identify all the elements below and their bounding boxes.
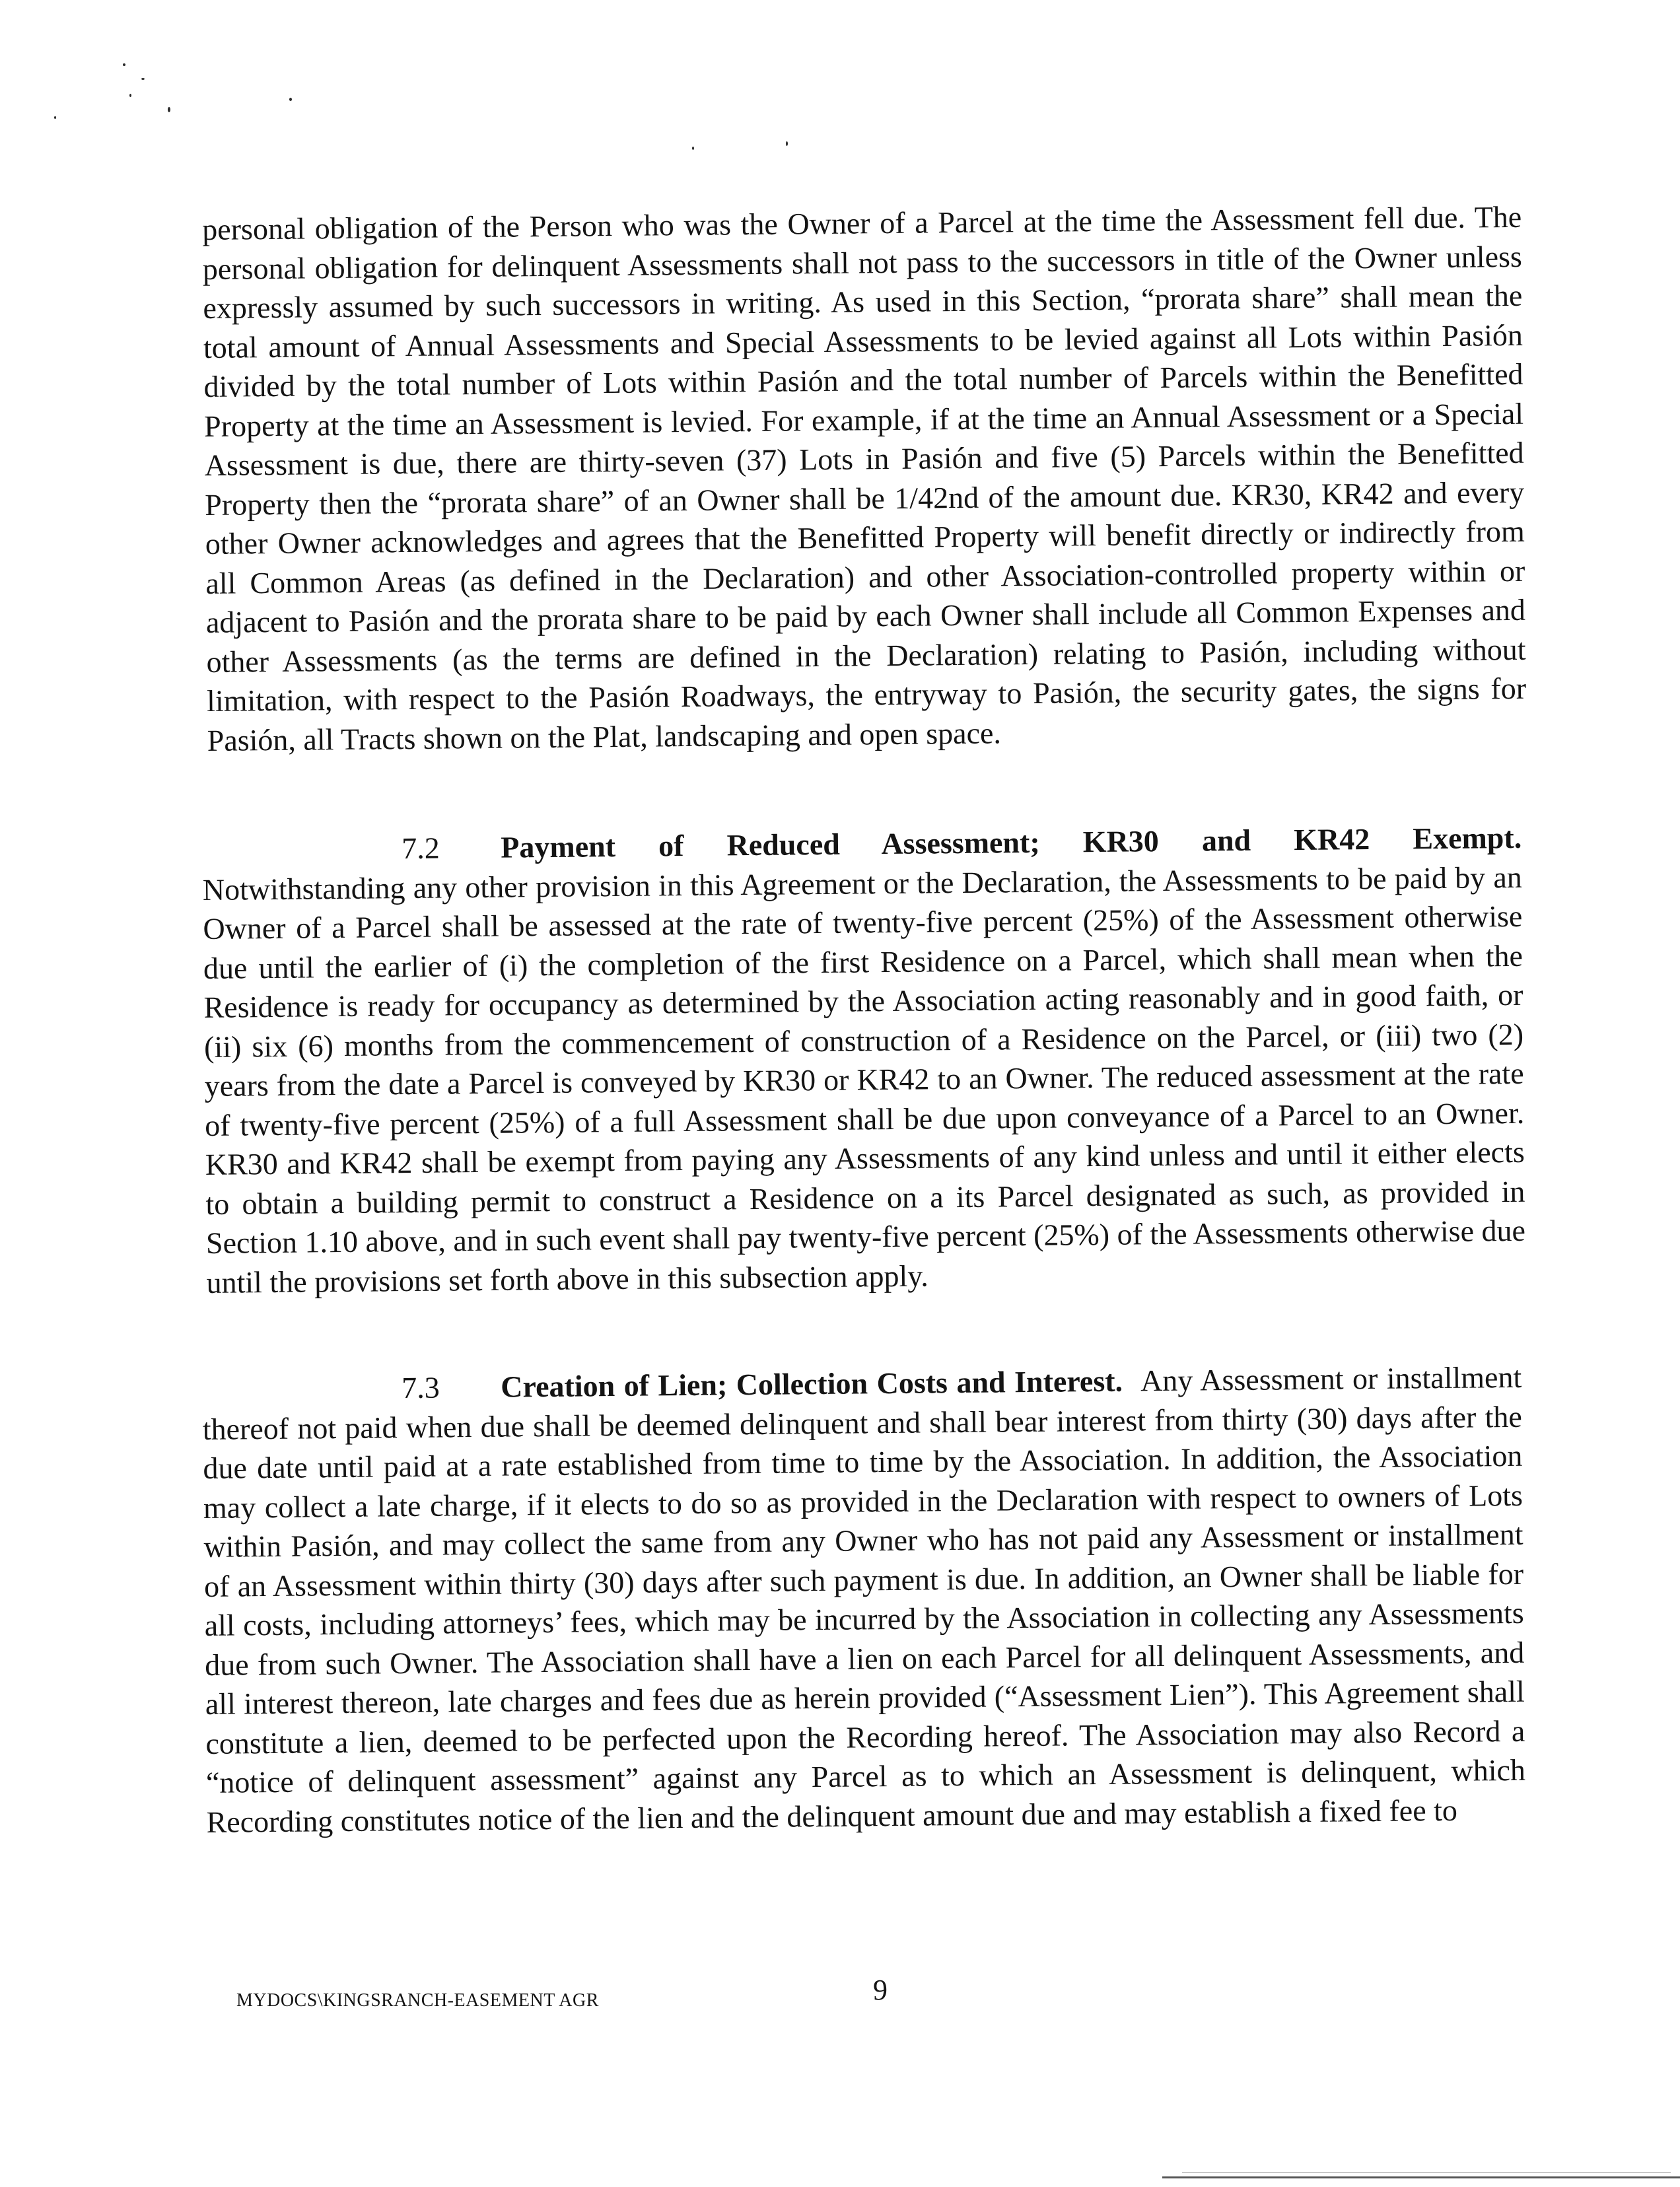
scan-edge-line (1182, 2172, 1671, 2173)
scan-speck (141, 78, 145, 80)
scan-speck (123, 63, 125, 66)
section-body: Notwithstanding any other provision in this Agreement or the Declaration, the Assessments to be paid by an Owner of a Parcel shall be assessed at the rate of twenty-five percent (25%) of the Assessment otherwise due until the earlier of (i) the completion of the first Residence on a Parcel, which shall mean when the Residence is ready for occupancy as determined by the Association acting reasonably and in good faith, or (ii) six (6) months from the commencement of construction of a Residence on the Parcel, or (iii) two (2) years from the date a Parcel is conveyed by KR30 or KR42 to an Owner. The reduced assessment at the rate of twenty-five percent (25%) of a full Assessment shall be due upon conveyance of a Parcel to an Owner. KR30 and KR42 shall be exempt from paying any Assessments of any kind unless and until it either elects to obtain a building permit to construct a Residence on a its Parcel designated as such, as provided in Section 1.10 above, and in such event shall pay twenty-five percent (25%) of the Assessments otherwise due until the provisions set forth above in this subsection apply. (202, 860, 1526, 1300)
continuation-paragraph: personal obligation of the Person who was the Owner of a Parcel at the time the Assessment fell due. The personal obligation for delinquent Assessments shall not pass to the successors in title of the Owner unless expressly assumed by such successors in writing. As used in this Section, “prorata share” shall mean the total amount of Annual Assessments and Special Assessments to be levied against all Lots within Pasión divided by the total number of Lots within Pasión and the total number of Parcels within the Benefitted Property at the time an Assessment is levied. For example, if at the time an Annual Assessment or a Special Assessment is due, there are thirty-seven (37) Lots in Pasión and five (5) Parcels within the Benefitted Property then the “prorata share” of an Owner shall be 1/42nd of the amount due. KR30, KR42 and every other Owner acknowledges and agrees that the Benefitted Property will benefit directly or indirectly from all Common Areas (as defined in the Declaration) and other Association-controlled property within or adjacent to Pasión and the prorata share to be paid by each Owner shall include all Common Expenses and other Assessments (as the terms are defined in the Declaration) relating to Pasión, including without limitation, with respect to the Pasión Roadways, the entryway to Pasión, the security gates, the signs for Pasión, all Tracts shown on the Plat, landscaping and open space. (202, 199, 1527, 757)
scan-edge-line (1162, 2176, 1680, 2178)
section-7-3 (202, 1358, 1526, 1842)
section-heading: Payment of Reduced Assessment; KR30 and KR42 Exempt. (501, 820, 1522, 864)
scan-speck (54, 116, 56, 119)
section-body: Any Assessment or installment thereof not paid when due shall be deemed delinquent and shall bear interest from thirty (30) days after the due date until paid at a rate established from time to time by the Association. In addition, the Association may collect a late charge, if it elects to do so as provided in the Declaration with respect to owners of Lots within Pasión, and may collect the same from any Owner who has not paid any Assessment or installment of an Assessment within thirty (30) days after such payment is due. In addition, an Owner shall be liable for all costs, including attorneys’ fees, which may be incurred by the Association in collecting any Assessments due from such Owner. The Association shall have a lien on each Parcel for all delinquent Assessments, and all interest thereon, late charges and fees due as herein provided (“Assessment Lien”). This Agreement shall constitute a lien, deemed to be perfected upon the Recording hereof. The Association may also Record a “notice of delinquent assessment” against any Parcel as to which an Assessment is delinquent, which Recording constitutes notice of the lien and the delinquent amount due and may establish a fixed fee to (202, 1360, 1526, 1839)
page-number: 9 (873, 1974, 888, 2006)
scan-speck (129, 94, 131, 97)
scan-speck (289, 98, 292, 101)
section-number: 7.2 (402, 831, 440, 866)
section-heading: Creation of Lien; Collection Costs and Interest. (501, 1364, 1123, 1404)
section-7-2 (202, 818, 1526, 1302)
scan-speck (692, 147, 694, 150)
document-reference: MYDOCS\KINGSRANCH-EASEMENT AGR (236, 1990, 599, 2011)
section-number: 7.3 (402, 1370, 440, 1405)
scan-speck (168, 107, 170, 112)
scan-speck (786, 141, 788, 146)
